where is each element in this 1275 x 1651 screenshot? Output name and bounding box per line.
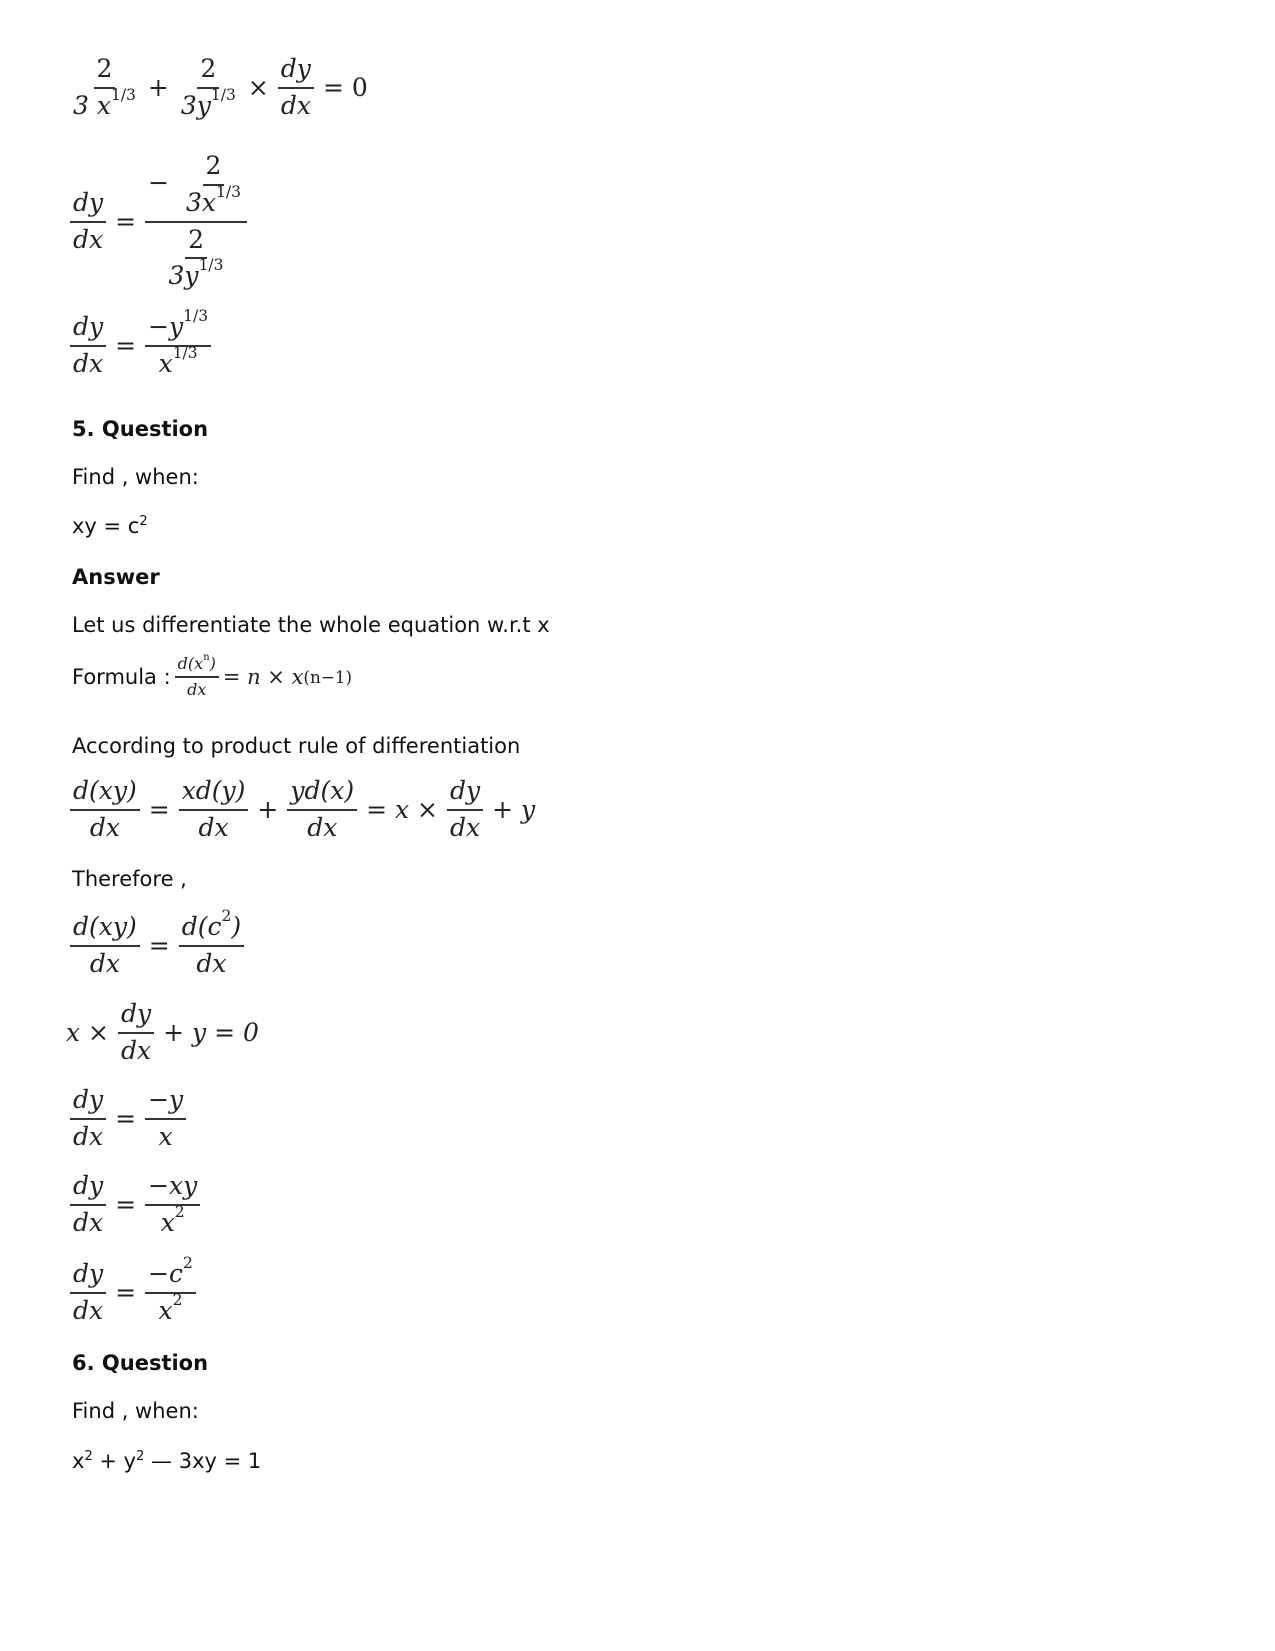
fraction: $\frac{-y^{1/3}}{x^{1/3}}$ [145, 313, 211, 379]
q5-equation: xy = $c^2$ [72, 514, 148, 538]
equation-dy-dx-result: $\frac{dy}{dx}$ = $\frac{-y^{1/3}}{x^{1/3}}$ [66, 313, 215, 379]
answer-heading: Answer [72, 565, 160, 589]
equation-x-dy-dx-y-zero: x × $\frac{dy}{dx}$ + y = 0 [66, 999, 259, 1065]
fraction-dy-dx: $\frac{dy}{dx}$ [70, 189, 106, 255]
fraction: $\frac{d(x^n)}{dx}$ [175, 655, 219, 700]
q5-prompt: Find , when: [72, 465, 199, 489]
equation-sum-derivative: $\frac{2}{3 x^{1/3}}$ + $\frac{2}{3y^{1/3}}$ × $\frac{dy}{dx}$ = 0 [66, 55, 373, 121]
equation-neg-y-over-x: $\frac{dy}{dx}$ = $\frac{-y}{x}$ [66, 1086, 190, 1152]
fraction-dy-dx: $\frac{dy}{dx}$ [70, 313, 106, 379]
q5-heading: 5. Question [72, 417, 209, 441]
therefore-text: Therefore , [72, 867, 187, 891]
equation-product-rule: $\frac{d(xy)}{dx}$ = $\frac{xd(y)}{dx}$ + $\frac{yd(x)}{dx}$ = x × $\frac{dy}{dx}$ + y [66, 777, 540, 843]
differentiate-text: Let us differentiate the whole equation w.r.t x [72, 613, 550, 637]
compound-fraction: − $\frac{2}{3x^{1/3}}$ $\frac{2}{3y^{1/3}}$ [145, 152, 247, 291]
equation-d-xy-d-c2: $\frac{d(xy)}{dx}$ = $\frac{d(c^2)}{dx}$ [66, 913, 248, 979]
fraction: $\frac{2}{3 x^{1/3}}$ [73, 54, 136, 120]
q6-prompt: Find , when: [72, 1399, 199, 1423]
equation-neg-c2-over-x2: $\frac{dy}{dx}$ = $\frac{-c^2}{x^2}$ [66, 1260, 200, 1326]
fraction: $\frac{2}{3y^{1/3}}$ [180, 54, 236, 120]
q6-heading: 6. Question [72, 1351, 209, 1375]
fraction-dy-dx: $\frac{dy}{dx}$ [278, 55, 314, 121]
product-rule-text: According to product rule of differentiation [72, 734, 521, 758]
equation-neg-xy-over-x2: $\frac{dy}{dx}$ = $\frac{-xy}{x^2}$ [66, 1172, 204, 1238]
q6-equation: $x^2 + y^2$ — 3xy = 1 [72, 1449, 262, 1473]
formula-line: Formula : $\frac{d(x^n)}{dx}$ = n × x (n−1) [72, 652, 353, 700]
equation-dy-dx-compound: $\frac{dy}{dx}$ = − $\frac{2}{3x^{1/3}}$ $\frac{2}{3y^{1/3}}$ [66, 152, 251, 291]
